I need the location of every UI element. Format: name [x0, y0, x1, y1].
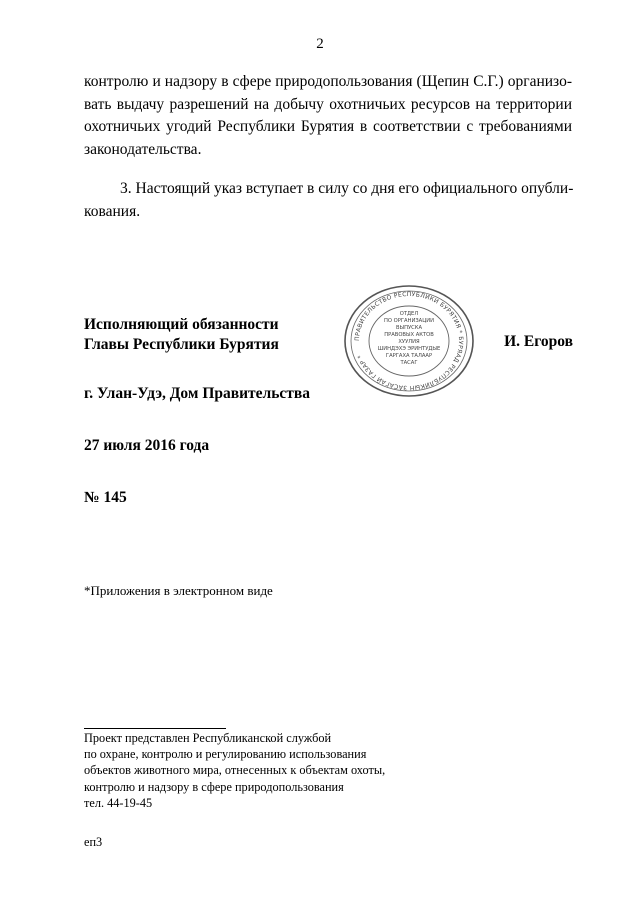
paragraph-line: кования. [84, 202, 141, 220]
appendix-note: *Приложения в электронном виде [84, 583, 273, 598]
svg-text:ПО ОРГАНИЗАЦИИ: ПО ОРГАНИЗАЦИИ [383, 318, 435, 324]
footnote [84, 730, 385, 811]
paragraph-continuation [84, 71, 572, 161]
svg-text:ШИНДЭХЭ ЭРИНТУДЫЕ: ШИНДЭХЭ ЭРИНТУДЫЕ [377, 346, 441, 352]
signing-place: г. Улан-Удэ, Дом Правительства [84, 385, 311, 402]
paragraph-line: вать выдачу разрешений на добычу охотничьих ресурсов на территории [84, 95, 572, 113]
decree-number: № 145 [84, 489, 127, 506]
paragraph-line: охотничьих угодий Республики Бурятия в соответствии с требованиями [84, 118, 572, 135]
footnote-line: контролю и надзору в сфере природопользования [84, 779, 344, 794]
paragraph-line: контролю и надзору в сфере природопользования (Щепин С.Г.) организо- [84, 73, 572, 90]
footnote-line: объектов животного мира, отнесенных к объектам охоты, [84, 763, 386, 778]
footnote-line: тел. 44-19-45 [84, 795, 153, 810]
paragraph-line: 3. Настоящий указ вступает в силу со дня его официального опубли- [120, 180, 574, 197]
document-code: еп3 [84, 835, 103, 849]
svg-text:ПРАВИТЕЛЬСТВО РЕСПУБЛИКИ БУРЯТ: ПРАВИТЕЛЬСТВО РЕСПУБЛИКИ БУРЯТИЯ * БУРЯАД РЕСПУБЛИКЫН ЗАСАГАЙ ГАЗАР * [353, 290, 465, 392]
official-seal-stamp [342, 283, 476, 399]
paragraph-line: законодательства. [84, 140, 202, 158]
svg-text:ВЫПУСКА: ВЫПУСКА [395, 325, 423, 331]
paragraph-item-3 [84, 178, 572, 223]
svg-text:ТАСАГ: ТАСАГ [400, 360, 418, 366]
signing-date: 27 июля 2016 года [84, 437, 210, 454]
signatory-name: И. Егоров [504, 333, 573, 350]
footnote-line: по охране, контролю и регулированию использования [84, 747, 367, 762]
svg-text:ПРАВОВЫХ АКТОВ: ПРАВОВЫХ АКТОВ [384, 332, 434, 338]
signatory-title-line: Исполняющий обязанности [84, 316, 279, 333]
signatory-title [84, 315, 279, 355]
svg-text:ХУУЛИЯ: ХУУЛИЯ [398, 339, 420, 345]
signatory-title-line: Главы Республики Бурятия [84, 336, 279, 353]
footnote-divider [84, 728, 226, 729]
svg-text:ОТДЕЛ: ОТДЕЛ [399, 311, 419, 317]
page-number: 2 [316, 36, 324, 52]
svg-text:ГАРГАХА ТАЛААР: ГАРГАХА ТАЛААР [385, 353, 433, 359]
footnote-line: Проект представлен Республиканской службой [84, 731, 332, 745]
